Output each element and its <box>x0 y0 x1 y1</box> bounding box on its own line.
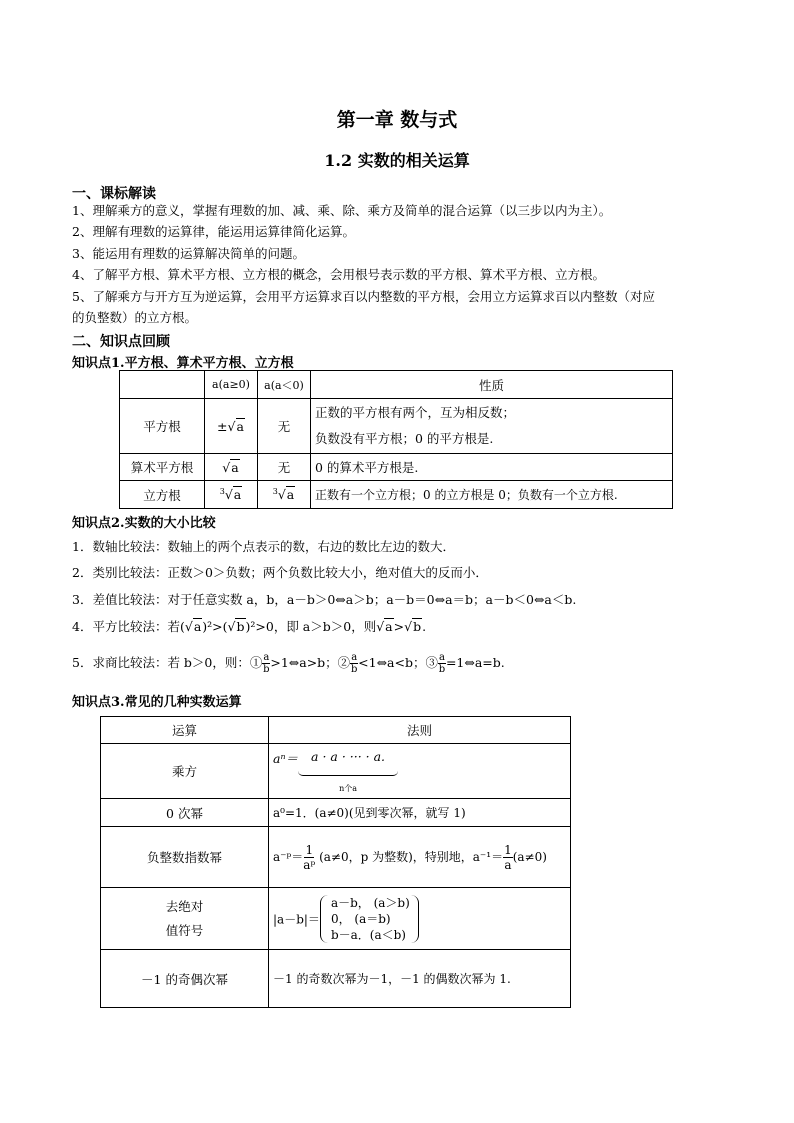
cbrt-symbol-icon: √a <box>224 487 242 503</box>
row-cube-root-value: $^3$√a <box>205 481 258 509</box>
compare-item-3: 3．差值比较法：对于任意实数 a，b，a－b＞0⇔a＞b；a－b＝0⇔a＝b；a－b＜0⇔a＜b. <box>72 592 577 607</box>
sqrt-symbol-icon: √a <box>227 418 244 434</box>
ops-power-rule: aⁿ＝ a · a · ··· · a. n个a <box>269 744 571 799</box>
row-arith-root-name: 算术平方根 <box>120 454 205 481</box>
right-paren-icon <box>410 895 419 943</box>
ops-zero-rule: a⁰=1．(a≠0)(见到零次幂，就写 1) <box>269 799 571 827</box>
row-square-root-value: ±√a <box>205 399 258 454</box>
roots-header-property: 性质 <box>311 371 673 399</box>
row-cube-root-neg: $^3$√a <box>258 481 311 509</box>
row-square-root-neg: 无 <box>258 399 311 454</box>
ops-parity-rule: －1 的奇数次幂为－1，－1 的偶数次幂为 1. <box>269 950 571 1008</box>
ops-header-rule: 法则 <box>269 717 571 744</box>
left-brace-icon <box>320 895 331 943</box>
row-arith-root-property: 0 的算术平方根是. <box>311 454 673 481</box>
ops-abs-name: 去绝对 值符号 <box>101 888 269 950</box>
curriculum-item-3: 3、能运用有理数的运算解决简单的问题。 <box>72 246 305 261</box>
chapter-title: 第一章 数与式 <box>336 109 458 131</box>
row-cube-root-property: 正数有一个立方根；0 的立方根是 0；负数有一个立方根. <box>311 481 673 509</box>
ops-power-name: 乘方 <box>101 744 269 799</box>
cbrt-symbol-icon: √a <box>277 487 295 503</box>
operations-table <box>100 716 571 1008</box>
roots-header-neg: a(a＜0) <box>258 371 311 399</box>
ops-abs-rule: |a－b|＝ a－b， (a＞b) 0， (a＝b) b－a．(a＜b) <box>269 888 571 950</box>
compare-item-4: 4．平方比较法：若(√a)²>(√b)²>0，即 a＞b＞0，则√a>√b. <box>72 619 427 634</box>
curriculum-item-2: 2、理解有理数的运算律，能运用运算律简化运算。 <box>72 224 355 239</box>
compare-item-1: 1．数轴比较法：数轴上的两个点表示的数，右边的数比左边的数大． <box>72 539 455 554</box>
sqrt-symbol-icon: √a <box>222 459 239 475</box>
roots-table <box>119 370 673 509</box>
ops-zero-name: 0 次幂 <box>101 799 269 827</box>
part2-heading: 二、知识点回顾 <box>72 334 170 350</box>
curriculum-item-5: 5、了解乘方与开方互为逆运算，会用平方运算求百以内整数的平方根，会用立方运算求百以内整数（对应 <box>72 289 655 304</box>
kp3-heading: 知识点3.常见的几种实数运算 <box>72 695 242 710</box>
row-cube-root-name: 立方根 <box>120 481 205 509</box>
kp1-heading: 知识点1.平方根、算术平方根、立方根 <box>72 356 294 371</box>
part1-heading: 一、课标解读 <box>72 186 156 202</box>
row-square-root-name: 平方根 <box>120 399 205 454</box>
compare-item-2: 2．类别比较法：正数＞0＞负数；两个负数比较大小，绝对值大的反而小． <box>72 565 488 580</box>
curriculum-item-4: 4、了解平方根、算术平方根、立方根的概念，会用根号表示数的平方根、算术平方根、立方根。 <box>72 267 605 282</box>
ops-neg-exp-rule: a⁻ᵖ＝ $\frac{1}{\text{aᵖ}}$ (a≠0，p 为整数)，特别地，a⁻¹＝ $\frac{1}{a}$ (a≠0) <box>269 827 571 888</box>
curriculum-item-5-cont: 的负整数）的立方根。 <box>72 310 198 325</box>
row-arith-root-neg: 无 <box>258 454 311 481</box>
row-square-root-property: 正数的平方根有两个，互为相反数； 负数没有平方根；0 的平方根是. <box>311 399 673 454</box>
roots-header-blank <box>120 371 205 399</box>
kp2-heading: 知识点2.实数的大小比较 <box>72 516 216 531</box>
row-arith-root-value <box>205 454 258 481</box>
curriculum-item-1: 1、理解乘方的意义，掌握有理数的加、减、乘、除、乘方及简单的混合运算（以三步以内为主）。 <box>72 203 612 218</box>
ops-parity-name: －1 的奇偶次幂 <box>101 950 269 1008</box>
roots-header-nonneg: a(a≥0) <box>205 371 258 399</box>
compare-item-5: 5．求商比较法：若 b＞0，则：① $\frac{a}{b}$ >1⇔a>b；② $\frac{a}{b}$ <1⇔a<b；③ $\frac{a}{b}$ =1⇔a=b. <box>72 652 505 675</box>
ops-neg-exp-name: 负整数指数幂 <box>101 827 269 888</box>
ops-header-operation: 运算 <box>101 717 269 744</box>
section-title: 1.2 实数的相关运算 <box>324 151 470 170</box>
